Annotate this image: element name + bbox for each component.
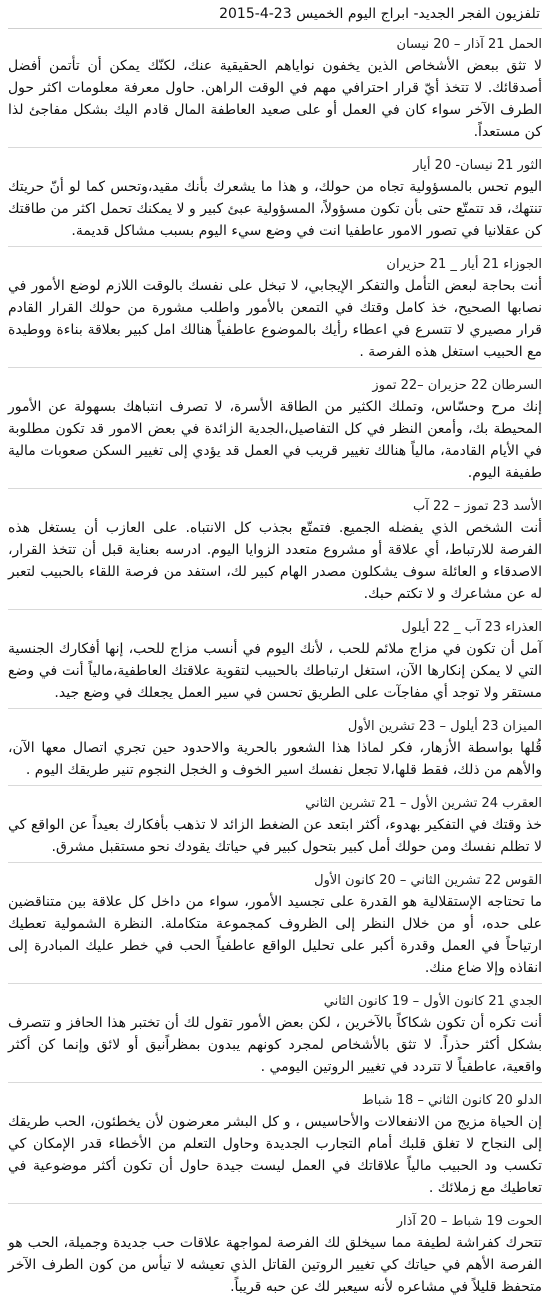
sign-title: الميزان 23 أيلول – 23 تشرين الأول	[347, 719, 542, 734]
sign-text: تتحرك كفراشة لطيفة مما سيخلق لك الفرصة لمواجهة علاقات حب جديدة وجميلة، الحب هو الفرصة الأهم في حياتك كي تغيير الروتين القاتل الذي تعيشه لا تيأس من كون الطرف الآخر متحفظ قليلاً في مشاعره لأنه سيعبر لك عن حبه قريباً.	[8, 1235, 542, 1295]
sign-entry-sagittarius	[8, 871, 542, 984]
sign-entry-capricorn	[8, 992, 542, 1083]
sign-title: السرطان 22 حزيران –22 تموز	[372, 378, 542, 393]
sign-entry-libra	[8, 717, 542, 786]
sign-text: إنك مرح وحسّاس، وتملك الكثير من الطاقة الأسرة، لا تصرف انتباهك بسهولة عن الأمور المحيطة بك، وأمعن النظر في كل التفاصيل،الجدية الزائدة في بعض الامور قد تكون مطلوبة في الأيام القادمة، مالياً هنالك تغيير قريب في العمل قد يؤدي إلى تغيير السكن صعوبات مالية طفيفة اليوم.	[8, 399, 542, 481]
page-title: تلفزيون الفجر الجديد- ابراج اليوم الخميس 23-4-2015	[8, 4, 542, 29]
sign-entry-gemini	[8, 255, 542, 368]
sign-text: إن الحياة مزيج من الانفعالات والأحاسيس ، و كل البشر معرضون لأن يخطئون، الحب طريقك إلى النجاح لا تغلق قلبك أمام التجارب الجديدة وحاول التعلم من الأخطاء قدر الإمكان كي تكسب ود الحبيب مالياً علاقاتك في العمل ليست جيدة حاول أن تكون أكثر موضوعية في تعاطيك مع زملائك .	[8, 1114, 542, 1196]
sign-title: الجوزاء 21 أيار _ 21 حزيران	[386, 257, 542, 272]
sign-text: آمل أن تكون في مزاج ملائم للحب ، لأنك اليوم في أنسب مزاج للحب، إنها أفكارك الجنسية التي لا يمكن إنكارها الآن، استغل ارتباطك بالحبيب لتقوية علاقتك العاطفية،مالياً أنت في وضع مستقر ولا توجد أي مفاجآت على الطريق تحسن في سير العمل يجعلك في وضع جيد.	[8, 641, 542, 701]
sign-entry-leo	[8, 497, 542, 610]
sign-entry-virgo	[8, 618, 542, 709]
sign-title: القوس 22 تشرين الثاني – 20 كانون الأول	[314, 873, 542, 888]
sign-title: الجدي 21 كانون الأول – 19 كانون الثاني	[323, 994, 542, 1009]
sign-text: ما تحتاجه الإستقلالية هو القدرة على تجسيد الأمور، سواء من داخل كل علاقة بين متناقضين على حده، أو من خلال النظر إلى الظروف كمجموعة متكاملة. النظرة الشمولية تعطيك ارتياحاً في العمل وقدرة أكبر على تحليل الواقع عاطفياً الحب في خطر عليك المبادرة إلى انقاذه وإلا ضاع منك.	[8, 894, 542, 976]
sign-entry-aquarius	[8, 1091, 542, 1204]
sign-entry-aries	[8, 35, 542, 148]
sign-entry-taurus	[8, 156, 542, 247]
sign-entry-pisces	[8, 1212, 542, 1302]
sign-entry-cancer	[8, 376, 542, 489]
sign-text: قُلها بواسطة الأزهار، فكر لماذا هذا الشعور بالحرية والاحدود حين تجري اتصال معها الآن، والأهم من ذلك، فقط قلها،لا تجعل نفسك اسير الخوف و الخجل النجوم تنير طريقك اليوم .	[8, 740, 542, 778]
sign-title: الأسد 23 تموز – 22 آب	[413, 499, 542, 514]
sign-title: الثور 21 نيسان- 20 أيار	[413, 158, 542, 173]
sign-text: أنت بحاجة لبعض التأمل والتفكر الإيجابي، لا تبخل على نفسك بالوقت اللازم لوضع الأمور في نصابها الصحيح، خذ كامل وقتك في التمعن بالأمور واطلب مشورة من حولك القرار القادم قرار مصيري لا تتسرع في اعطاء رأيك بالموضوع عاطفياً هنالك امل كبير بعلاقة بناءة ووطيدة مع الحبيب استغل هذه الفرصة .	[8, 278, 542, 360]
sign-text: خذ وقتك في التفكير بهدوء، أكثر ابتعد عن الضغط الزائد لا تذهب بأفكارك بعيداً عن الواقع كي لا تظلم نفسك ومن حولك أمل كبير بتحول كبير في حياتك يقودك نحو مستقبل مشرق.	[8, 817, 542, 855]
sign-entry-scorpio	[8, 794, 542, 863]
sign-title: العذراء 23 آب _ 22 أيلول	[401, 620, 542, 635]
sign-title: الحمل 21 آذار – 20 نيسان	[396, 37, 542, 52]
sign-title: الحوت 19 شباط – 20 آذار	[396, 1214, 542, 1229]
sign-text: أنت الشخص الذي يفضله الجميع. فتمتّع بجذب كل الانتباه. على العازب أن يستغل هذه الفرصة للارتباط، أي علاقة أو مشروع متعدد الزوايا اليوم. ادرسه بعناية قبل أن تتخذ القرار، الاصدقاء و العائلة سوف يشكلون مصدر الهام كبير لك، استفد من فرصة اللقاء بالحبيب لتعبر له عن مشاعرك و لا تكتم حبك.	[8, 520, 542, 602]
sign-text: اليوم تحس بالمسؤولية تجاه من حولك، و هذا ما يشعرك بأنك مقيد،وتحس كما لو أنّ حريتك تنتهك، قد تتمتّع حتى بأن تكون مسؤولاً، المسؤولية عبئ كبير و لا يمكنك تحمل اكثر من طاقتك كن عقلانيا في تصور الامور عاطفيا انت في وضع سيء اليوم بسبب مشاكل قديمة.	[8, 179, 542, 239]
sign-title: الدلو 20 كانون الثاني – 18 شباط	[361, 1093, 542, 1108]
sign-title: العقرب 24 تشرين الأول – 21 تشرين الثاني	[305, 796, 542, 811]
sign-text: أنت تكره أن تكون شكاكاً بالآخرين ، لكن بعض الأمور تقول لك أن تختبر هذا الحافز و تتصرف بشكل أكثر حذراً. لا تثق بالأشخاص لمجرد كونهم يبدون بمظراًنيق أو لائق وإنما كن أكثر واقعية، عاطفياً لا تتردد في تغيير الروتين اليومي .	[8, 1015, 542, 1075]
sign-text: لا تثق ببعض الأشخاص الذين يخفون نواياهم الحقيقية عنك، لكنّك يمكن أن تأتمن أفضل أصدقائك. لا تتخذ أيّ قرار احترافي مهم في الوقت الراهن. حاول معرفة معلومات اكثر حول الطرف الآخر سواء كان في العمل أو على صعيد العاطفة المال قادم اليك بشكل مفاجئ لذا كن مستعداً.	[8, 58, 542, 140]
